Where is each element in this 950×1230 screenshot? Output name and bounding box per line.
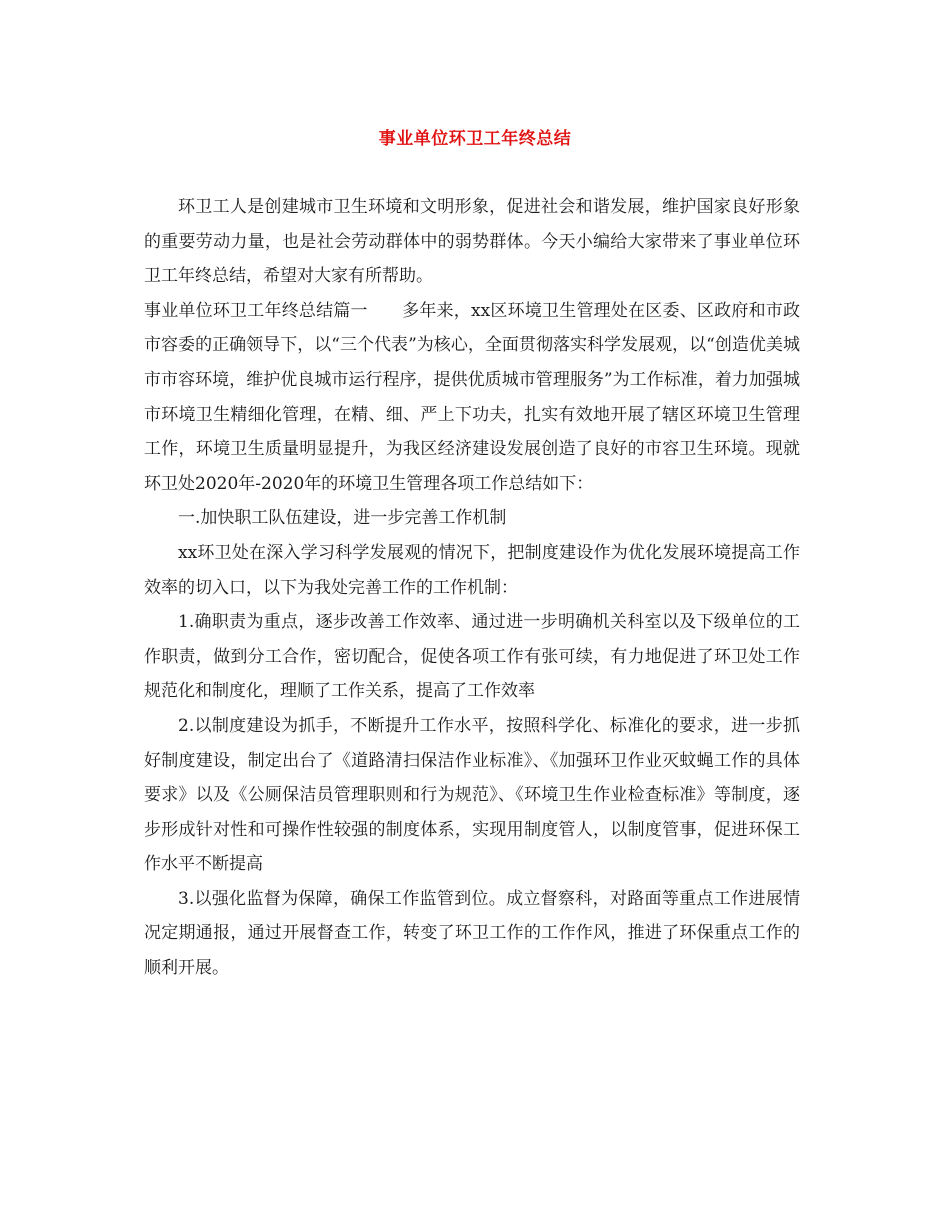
list-item-1: 1.确职责为重点，逐步改善工作效率、通过进一步明确机关科室以及下级单位的工作职责，做到分工合作，密切配合，促使各项工作有张可续，有力地促进了环卫处工作规范化和制度化，理顺了工作关系，提高了工作效率 [144, 612, 800, 702]
list-item-2: 2.以制度建设为抓手，不断提升工作水平，按照科学化、标准化的要求，进一步抓好制度建设，制定出台了《道路清扫保洁作业标准》、《加强环卫作业灭蚊蝇工作的具体要求》以及《公厕保洁员管理职则和行为规范》、《环境卫生作业检查标准》等制度，逐步形成针对性和可操作性较强的制度体系，实现用制度管人，以制度管事，促进环保工作水平不断提高 [144, 715, 800, 875]
mechanism-intro-paragraph: xx环卫处在深入学习科学发展观的情况下，把制度建设作为优化发展环境提高工作效率的切入口，以下为我处完善工作的工作机制： [144, 542, 800, 598]
document-body [144, 190, 800, 986]
section-one-paragraph: 事业单位环卫工年终总结篇一 多年来，xx区环境卫生管理处在区委、区政府和市政市容委的正确领导下，以“三个代表”为核心，全面贯彻落实科学发展观，以“创造优美城市市容环境，维护优良城市运行程序，提供优质城市管理服务”为工作标准，着力加强城市环境卫生精细化管理，在精、细、严上下功夫，扎实有效地开展了辖区环境卫生管理工作，环境卫生质量明显提升，为我区经济建设发展创造了良好的市容卫生环境。现就环卫处2020年-2020年的环境卫生管理各项工作总结如下： [144, 300, 800, 494]
intro-paragraph: 环卫工人是创建城市卫生环境和文明形象，促进社会和谐发展，维护国家良好形象的重要劳动力量，也是社会劳动群体中的弱势群体。今天小编给大家带来了事业单位环卫工年终总结，希望对大家有所帮助。 [144, 197, 800, 287]
document-title: 事业单位环卫工年终总结 [378, 129, 572, 149]
list-item-3: 3.以强化监督为保障，确保工作监管到位。成立督察科，对路面等重点工作进展情况定期通报，通过开展督查工作，转变了环卫工作的工作作风，推进了环保重点工作的顺利开展。 [144, 888, 800, 979]
heading-workforce: 一.加快职工队伍建设，进一步完善工作机制 [178, 508, 507, 529]
